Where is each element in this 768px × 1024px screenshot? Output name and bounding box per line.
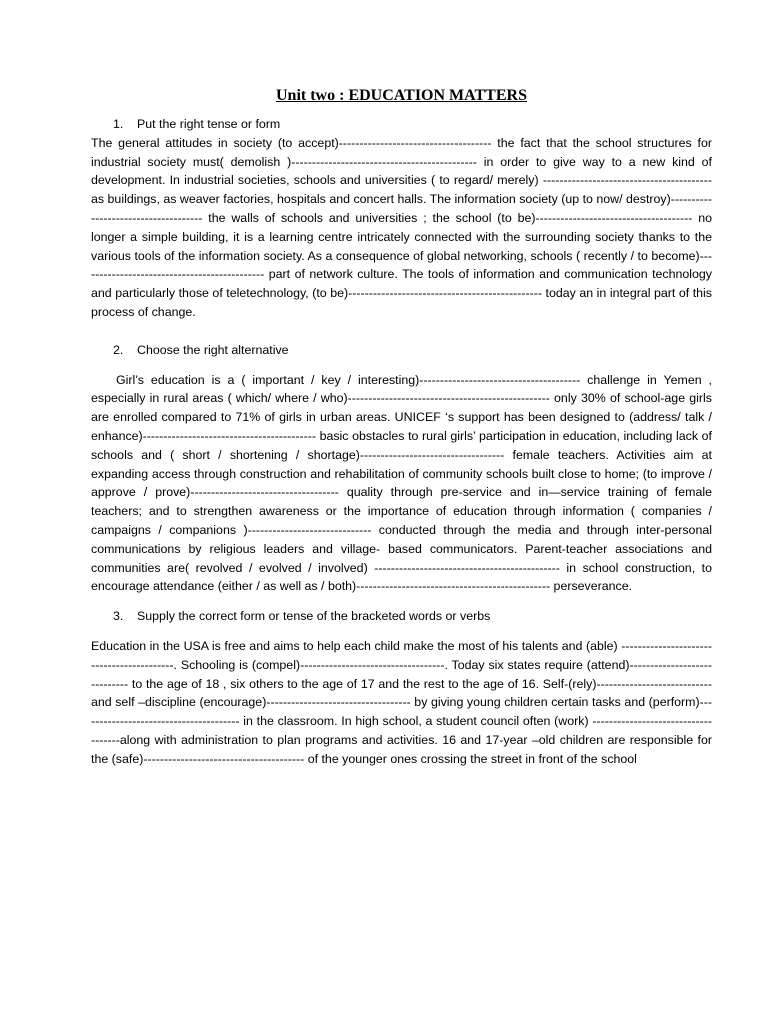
section-2-number: 2. xyxy=(113,342,124,357)
section-3-number: 3. xyxy=(113,609,124,624)
section-1-heading xyxy=(113,115,712,134)
document-page xyxy=(91,86,712,769)
section-2-paragraph: Girl’s education is a ( important / key / interesting)--------------------------------------- challenge in Yemen , especially in rural areas ( which/ where / who)------------------------------------------------- only 30% of school-age girls are enrolled compared to 71% of girls in urban areas. UNICEF ‘s support has been designed to (address/ talk / enhance)------------------------------------------ basic obstacles to rural girls’ participation in education, including lack of schools and ( short / shortening / shortage)----------------------------------- female teachers. Activities aim at expanding access through construction and rehabilitation of community schools built close to home; (to improve / approve / prove)------------------------------------ quality through pre-service and in—service training of female teachers; and to strengthen awareness or the importance of education through information ( companies / campaigns / companions )------------------------------ conducted through the media and through inter-personal communications by religious leaders and village- based communicators. Parent-teacher associations and communities are( revolved / evolved / involved) --------------------------------------------- in school construction, to encourage attendance (either / as well as / both)----------------------------------------------- perseverance. xyxy=(91,372,712,594)
section-1-heading-text: Put the right tense or form xyxy=(137,117,281,131)
section-3-paragraph: Education in the USA is free and aims to help each child make the most of his talents and (able) ------------------------------------------. Schooling is (compel)-----------------------------------. Today six states require (attend)----------------------------- to the age of 18 , six others to the age of 17 and the rest to the age of 16. Self-(rely)---------------------------- and self –discipline (encourage)----------------------------------- by giving young children certain tasks and (perform)--------------------------------------- in the classroom. In high school, a student council often (work) ------------------------------------along with administration to plan programs and activities. 16 and 17-year –old children are responsible for the (safe)--------------------------------------- of the younger ones crossing the street in front of the school xyxy=(91,638,712,766)
section-3-heading-text: Supply the correct form or tense of the bracketed words or verbs xyxy=(137,609,491,624)
document-title: Unit two : EDUCATION MATTERS xyxy=(276,87,527,104)
section-3-heading xyxy=(113,607,712,626)
section-2-heading-text: Choose the right alternative xyxy=(137,342,289,357)
section-2-heading xyxy=(113,341,712,360)
section-1-paragraph: The general attitudes in society (to accept)------------------------------------- the fact that the school structures for industrial society must( demolish )--------------------------------------------- in order to give way to a new kind of development. In industrial societies, schools and universities ( to regard/ merely) ----------------------------------------- as buildings, as weaver factories, hospitals and concert halls. The information society (up to now/ destroy)------------------------------------- the walls of schools and universities ; the school (to be)-------------------------------------- no longer a simple building, it is a learning centre intricately connected with the surrounding society thanks to the various tools of the information society. As a consequence of global networking, schools ( recently / to become)--------------------------------------------- part of network culture. The tools of information and communication technology and particularly those of teletechnology, (to be)----------------------------------------------- today an in integral part of this process of change. xyxy=(91,135,712,319)
section-1-number: 1. xyxy=(113,117,124,131)
